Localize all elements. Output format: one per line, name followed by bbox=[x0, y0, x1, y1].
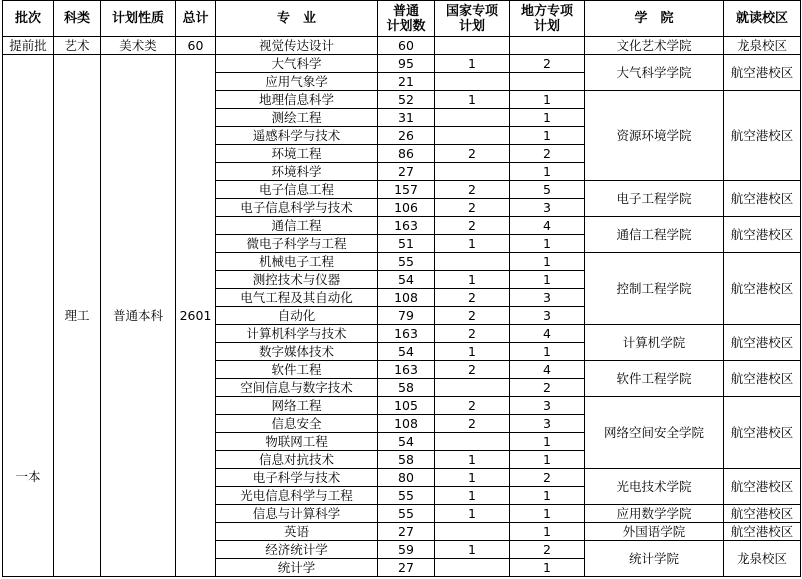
regular-plan-cell: 54 bbox=[378, 271, 435, 289]
regular-plan-cell: 86 bbox=[378, 145, 435, 163]
regular-plan-cell: 95 bbox=[378, 55, 435, 73]
regular-plan-cell: 55 bbox=[378, 487, 435, 505]
regular-plan-cell: 55 bbox=[378, 253, 435, 271]
campus-cell: 航空港校区 bbox=[724, 217, 801, 253]
major-cell: 电子信息工程 bbox=[216, 181, 378, 199]
major-cell: 应用气象学 bbox=[216, 73, 378, 91]
header-campus: 就读校区 bbox=[724, 1, 801, 37]
local-plan-cell: 1 bbox=[510, 433, 585, 451]
national-plan-cell: 1 bbox=[435, 505, 510, 523]
national-plan-cell: 1 bbox=[435, 235, 510, 253]
total-cell: 60 bbox=[176, 37, 216, 55]
campus-cell: 航空港校区 bbox=[724, 397, 801, 469]
regular-plan-cell: 27 bbox=[378, 559, 435, 577]
major-cell: 经济统计学 bbox=[216, 541, 378, 559]
regular-plan-cell: 21 bbox=[378, 73, 435, 91]
national-plan-cell: 2 bbox=[435, 361, 510, 379]
college-cell: 电子工程学院 bbox=[585, 181, 724, 217]
local-plan-cell: 4 bbox=[510, 361, 585, 379]
major-cell: 机械电子工程 bbox=[216, 253, 378, 271]
local-plan-cell: 5 bbox=[510, 181, 585, 199]
local-plan-cell: 1 bbox=[510, 487, 585, 505]
plan-type-cell: 普通本科 bbox=[101, 55, 176, 577]
regular-plan-cell: 54 bbox=[378, 433, 435, 451]
regular-plan-cell: 55 bbox=[378, 505, 435, 523]
college-cell: 外国语学院 bbox=[585, 523, 724, 541]
college-cell: 统计学院 bbox=[585, 541, 724, 577]
national-plan-cell: 1 bbox=[435, 541, 510, 559]
college-cell: 控制工程学院 bbox=[585, 253, 724, 325]
local-plan-cell: 2 bbox=[510, 145, 585, 163]
local-plan-cell bbox=[510, 73, 585, 91]
campus-cell: 航空港校区 bbox=[724, 469, 801, 505]
national-plan-cell bbox=[435, 127, 510, 145]
college-cell: 软件工程学院 bbox=[585, 361, 724, 397]
batch-cell: 一本 bbox=[3, 55, 54, 577]
major-cell: 信息安全 bbox=[216, 415, 378, 433]
local-plan-cell: 2 bbox=[510, 469, 585, 487]
national-plan-cell: 2 bbox=[435, 397, 510, 415]
regular-plan-cell: 58 bbox=[378, 379, 435, 397]
national-plan-cell bbox=[435, 253, 510, 271]
header-row bbox=[3, 1, 801, 37]
national-plan-cell bbox=[435, 163, 510, 181]
regular-plan-cell: 58 bbox=[378, 451, 435, 469]
national-plan-cell: 2 bbox=[435, 217, 510, 235]
national-plan-cell bbox=[435, 73, 510, 91]
college-cell: 应用数学学院 bbox=[585, 505, 724, 523]
local-plan-cell: 4 bbox=[510, 325, 585, 343]
local-plan-cell: 1 bbox=[510, 91, 585, 109]
campus-cell: 航空港校区 bbox=[724, 253, 801, 325]
local-plan-cell: 1 bbox=[510, 109, 585, 127]
regular-plan-cell: 59 bbox=[378, 541, 435, 559]
local-plan-cell: 2 bbox=[510, 541, 585, 559]
campus-cell: 航空港校区 bbox=[724, 181, 801, 217]
college-cell: 光电技术学院 bbox=[585, 469, 724, 505]
local-plan-cell: 3 bbox=[510, 199, 585, 217]
local-plan-cell: 1 bbox=[510, 235, 585, 253]
major-cell: 软件工程 bbox=[216, 361, 378, 379]
local-plan-cell: 4 bbox=[510, 217, 585, 235]
header-major: 专 业 bbox=[216, 1, 378, 37]
college-cell: 计算机学院 bbox=[585, 325, 724, 361]
header-total: 总计 bbox=[176, 1, 216, 37]
campus-cell: 航空港校区 bbox=[724, 55, 801, 91]
national-plan-cell bbox=[435, 523, 510, 541]
campus-cell: 航空港校区 bbox=[724, 505, 801, 523]
header-college: 学 院 bbox=[585, 1, 724, 37]
major-cell: 电子科学与技术 bbox=[216, 469, 378, 487]
national-plan-cell: 1 bbox=[435, 343, 510, 361]
national-plan-cell: 2 bbox=[435, 199, 510, 217]
table-row bbox=[3, 55, 801, 73]
national-plan-cell: 2 bbox=[435, 307, 510, 325]
regular-plan-cell: 27 bbox=[378, 163, 435, 181]
major-cell: 计算机科学与技术 bbox=[216, 325, 378, 343]
regular-plan-cell: 106 bbox=[378, 199, 435, 217]
local-plan-cell: 1 bbox=[510, 343, 585, 361]
college-cell: 资源环境学院 bbox=[585, 91, 724, 181]
local-plan-cell: 1 bbox=[510, 523, 585, 541]
regular-plan-cell: 31 bbox=[378, 109, 435, 127]
header-category: 科类 bbox=[54, 1, 101, 37]
header-local-plan: 地方专项 计划 bbox=[510, 1, 585, 37]
national-plan-cell bbox=[435, 37, 510, 55]
major-cell: 电子信息科学与技术 bbox=[216, 199, 378, 217]
national-plan-cell: 1 bbox=[435, 469, 510, 487]
local-plan-cell: 2 bbox=[510, 379, 585, 397]
regular-plan-cell: 52 bbox=[378, 91, 435, 109]
national-plan-cell: 1 bbox=[435, 91, 510, 109]
local-plan-cell: 1 bbox=[510, 163, 585, 181]
major-cell: 遥感科学与技术 bbox=[216, 127, 378, 145]
campus-cell: 航空港校区 bbox=[724, 325, 801, 361]
national-plan-cell: 1 bbox=[435, 271, 510, 289]
national-plan-cell: 2 bbox=[435, 145, 510, 163]
major-cell: 自动化 bbox=[216, 307, 378, 325]
regular-plan-cell: 27 bbox=[378, 523, 435, 541]
major-cell: 英语 bbox=[216, 523, 378, 541]
national-plan-cell: 2 bbox=[435, 289, 510, 307]
header-regular-plan: 普通 计划数 bbox=[378, 1, 435, 37]
major-cell: 统计学 bbox=[216, 559, 378, 577]
regular-plan-cell: 105 bbox=[378, 397, 435, 415]
campus-cell: 龙泉校区 bbox=[724, 541, 801, 577]
plan-type-cell: 美术类 bbox=[101, 37, 176, 55]
header-plan-type: 计划性质 bbox=[101, 1, 176, 37]
national-plan-cell bbox=[435, 379, 510, 397]
local-plan-cell: 2 bbox=[510, 55, 585, 73]
major-cell: 光电信息科学与工程 bbox=[216, 487, 378, 505]
college-cell: 大气科学学院 bbox=[585, 55, 724, 91]
regular-plan-cell: 60 bbox=[378, 37, 435, 55]
total-cell: 2601 bbox=[176, 55, 216, 577]
local-plan-cell: 1 bbox=[510, 253, 585, 271]
regular-plan-cell: 163 bbox=[378, 361, 435, 379]
national-plan-cell: 1 bbox=[435, 451, 510, 469]
major-cell: 大气科学 bbox=[216, 55, 378, 73]
local-plan-cell: 3 bbox=[510, 397, 585, 415]
regular-plan-cell: 108 bbox=[378, 415, 435, 433]
national-plan-cell: 1 bbox=[435, 487, 510, 505]
campus-cell: 航空港校区 bbox=[724, 91, 801, 181]
regular-plan-cell: 157 bbox=[378, 181, 435, 199]
header-batch: 批次 bbox=[3, 1, 54, 37]
major-cell: 信息对抗技术 bbox=[216, 451, 378, 469]
college-cell: 网络空间安全学院 bbox=[585, 397, 724, 469]
category-cell: 艺术 bbox=[54, 37, 101, 55]
major-cell: 环境科学 bbox=[216, 163, 378, 181]
regular-plan-cell: 79 bbox=[378, 307, 435, 325]
national-plan-cell: 2 bbox=[435, 415, 510, 433]
enrollment-plan-table bbox=[2, 0, 801, 577]
batch-cell: 提前批 bbox=[3, 37, 54, 55]
major-cell: 数字媒体技术 bbox=[216, 343, 378, 361]
major-cell: 测控技术与仪器 bbox=[216, 271, 378, 289]
major-cell: 通信工程 bbox=[216, 217, 378, 235]
local-plan-cell: 1 bbox=[510, 559, 585, 577]
local-plan-cell: 1 bbox=[510, 271, 585, 289]
local-plan-cell: 3 bbox=[510, 415, 585, 433]
regular-plan-cell: 51 bbox=[378, 235, 435, 253]
national-plan-cell: 1 bbox=[435, 55, 510, 73]
major-cell: 微电子科学与工程 bbox=[216, 235, 378, 253]
early-batch-row bbox=[3, 37, 801, 55]
regular-plan-cell: 54 bbox=[378, 343, 435, 361]
major-cell: 地理信息科学 bbox=[216, 91, 378, 109]
local-plan-cell: 1 bbox=[510, 451, 585, 469]
regular-plan-cell: 163 bbox=[378, 217, 435, 235]
regular-plan-cell: 108 bbox=[378, 289, 435, 307]
major-cell: 网络工程 bbox=[216, 397, 378, 415]
national-plan-cell bbox=[435, 109, 510, 127]
campus-cell: 航空港校区 bbox=[724, 523, 801, 541]
local-plan-cell: 3 bbox=[510, 289, 585, 307]
header-national-plan: 国家专项 计划 bbox=[435, 1, 510, 37]
national-plan-cell bbox=[435, 433, 510, 451]
campus-cell: 航空港校区 bbox=[724, 361, 801, 397]
regular-plan-cell: 163 bbox=[378, 325, 435, 343]
local-plan-cell: 3 bbox=[510, 307, 585, 325]
local-plan-cell bbox=[510, 37, 585, 55]
college-cell: 文化艺术学院 bbox=[585, 37, 724, 55]
national-plan-cell: 2 bbox=[435, 181, 510, 199]
college-cell: 通信工程学院 bbox=[585, 217, 724, 253]
major-cell: 环境工程 bbox=[216, 145, 378, 163]
campus-cell: 龙泉校区 bbox=[724, 37, 801, 55]
category-cell: 理工 bbox=[54, 55, 101, 577]
national-plan-cell: 2 bbox=[435, 325, 510, 343]
local-plan-cell: 1 bbox=[510, 127, 585, 145]
regular-plan-cell: 80 bbox=[378, 469, 435, 487]
major-cell: 视觉传达设计 bbox=[216, 37, 378, 55]
major-cell: 信息与计算科学 bbox=[216, 505, 378, 523]
local-plan-cell: 1 bbox=[510, 505, 585, 523]
major-cell: 空间信息与数字技术 bbox=[216, 379, 378, 397]
regular-plan-cell: 26 bbox=[378, 127, 435, 145]
major-cell: 电气工程及其自动化 bbox=[216, 289, 378, 307]
major-cell: 物联网工程 bbox=[216, 433, 378, 451]
national-plan-cell bbox=[435, 559, 510, 577]
major-cell: 测绘工程 bbox=[216, 109, 378, 127]
